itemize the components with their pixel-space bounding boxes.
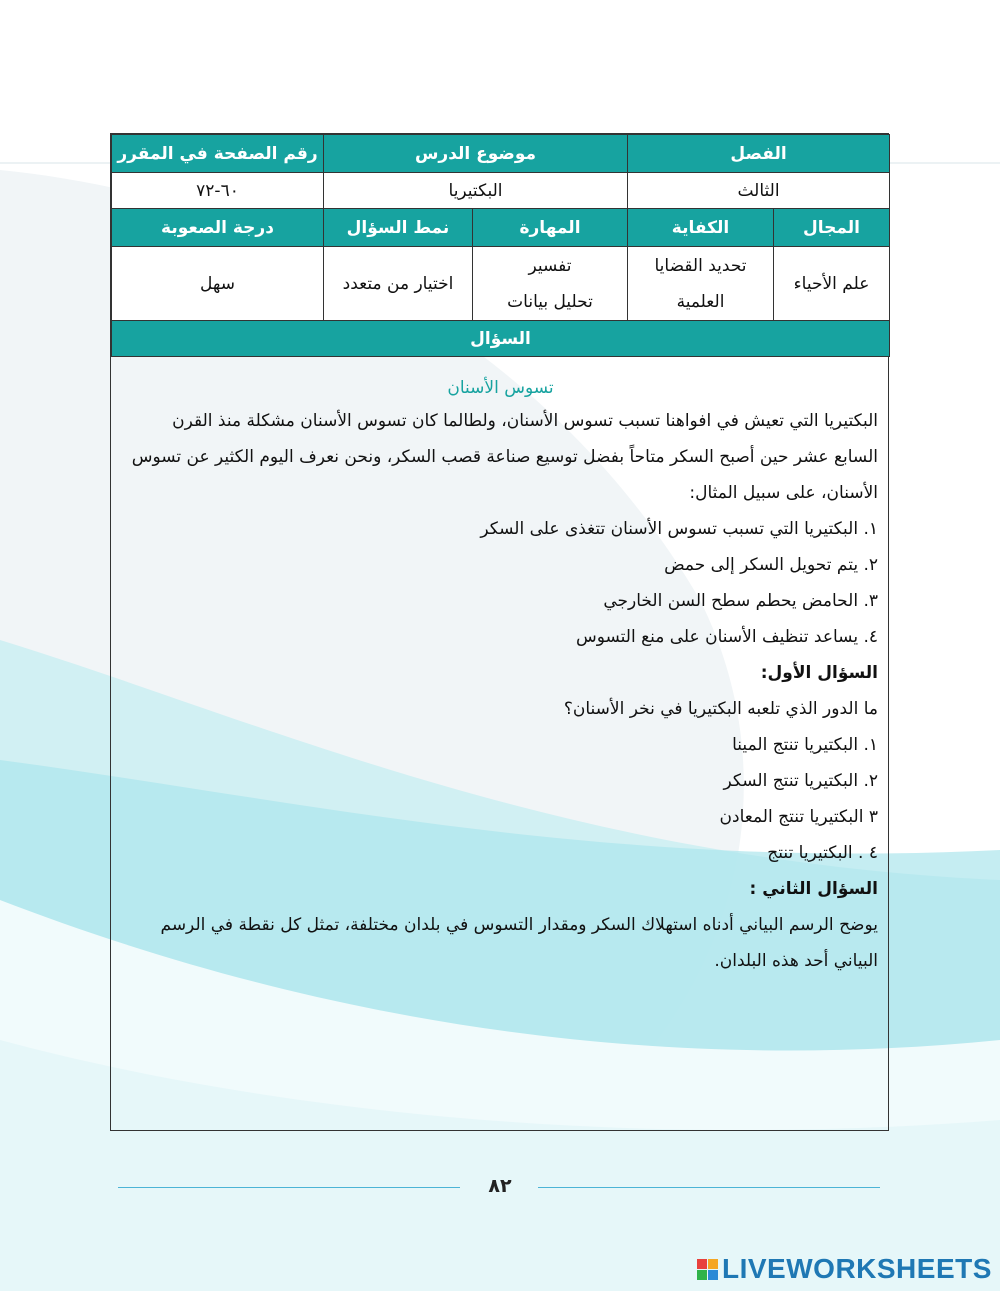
footer-rule-right [538,1187,880,1188]
difficulty-value: سهل [112,247,324,321]
question-title: تسوس الأسنان [447,378,554,398]
skill-value [473,247,628,321]
question-type-header: نمط السؤال [324,209,473,247]
fact-item: ٢. يتم تحويل السكر إلى حمض [664,555,878,575]
logo-squares-icon [697,1259,718,1280]
competency-line-2: العلمية [676,291,725,312]
question-one-text: ما الدور الذي تلعبه البكتيريا في نخر الأسنان؟ [563,699,878,719]
topic-header: موضوع الدرس [324,135,628,173]
fact-item: ١. البكتيريا التي تسبب تسوس الأسنان تتغذى على السكر [480,519,878,539]
page-footer [0,1175,1000,1199]
question-section-header: السؤال [112,321,890,357]
liveworksheets-logo[interactable] [697,1253,992,1285]
answer-option[interactable]: ٣ البكتيريا تنتج المعادن [719,807,878,827]
fact-item: ٤. يساعد تنظيف الأسنان على منع التسوس [575,627,878,647]
metadata-table [111,134,890,357]
answer-option[interactable]: ١. البكتيريا تنتج المينا [732,735,878,755]
brand-name: LIVEWORKSHEETS [722,1253,992,1284]
competency-header: الكفاية [628,209,774,247]
question-two-label: السؤال الثاني : [749,879,878,899]
worksheet-frame [110,133,889,1131]
difficulty-header: درجة الصعوبة [112,209,324,247]
question-one-label: السؤال الأول: [760,663,878,683]
question-body [111,357,888,979]
skill-line-1: تفسير [528,255,572,276]
chapter-header: الفصل [628,135,890,173]
question-two-text: يوضح الرسم البياني أدناه استهلاك السكر ومقدار التسوس في بلدان مختلفة، تمثل كل نقطة في الرسم البياني أحد هذه البلدان. [160,915,878,971]
chapter-value: الثالث [628,173,890,209]
intro-paragraph: البكتيريا التي تعيش في افواهنا تسبب تسوس الأسنان، ولطالما كان تسوس الأسنان مشكلة منذ القرن السابع عشر حين أصبح السكر متاحاً بفضل توسيع صناعة قصب السكر، ونحن نعرف اليوم الكثير عن تسوس الأسنان، على سبيل المثال: [131,411,878,503]
competency-line-1: تحديد القضايا [654,255,747,276]
fact-item: ٣. الحامض يحطم سطح السن الخارجي [603,591,878,611]
answer-option[interactable]: ٤ . البكتيريا تنتج [767,843,878,863]
answer-option[interactable]: ٢. البكتيريا تنتج السكر [723,771,878,791]
footer-rule-left [118,1187,460,1188]
skill-line-2: تحليل بيانات [507,291,593,312]
question-type-value: اختيار من متعدد [324,247,473,321]
topic-value: البكتيريا [324,173,628,209]
page-header: رقم الصفحة في المقرر [112,135,324,173]
domain-header: المجال [774,209,890,247]
skill-header: المهارة [473,209,628,247]
domain-value: علم الأحياء [774,247,890,321]
competency-value [628,247,774,321]
page-number: ٨٢ [488,1175,512,1197]
page-value: ٦٠-٧٢ [112,173,324,209]
